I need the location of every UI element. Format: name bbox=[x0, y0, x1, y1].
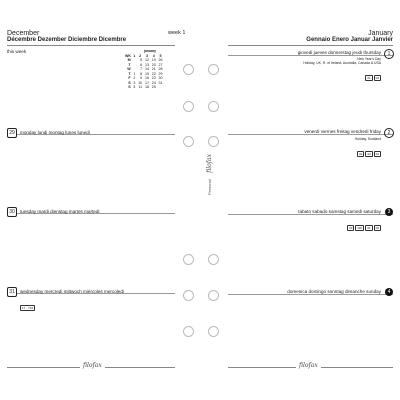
ring-hole bbox=[183, 136, 194, 147]
left-month-languages: Décembre Dezember Diciembre Dicembre bbox=[7, 37, 127, 43]
day-label-thursday: giovedi jueves donnerstag jeudi thursday bbox=[297, 50, 381, 55]
ring-hole bbox=[208, 101, 219, 112]
day-number-2: 2 bbox=[384, 128, 394, 138]
right-month-languages: Gennaio Enero Januar Janvier bbox=[306, 37, 393, 43]
day-number-4: 4 bbox=[385, 288, 393, 296]
mini-calendar-day: 28 bbox=[158, 67, 163, 71]
day-label-monday: monday lundi montag lunes lunedi bbox=[20, 130, 90, 135]
this-week-label: this week bbox=[7, 49, 27, 54]
mini-calendar-day: 16 bbox=[144, 76, 149, 80]
mini-calendar-day: 7 bbox=[140, 67, 143, 71]
mini-calendar-header-cell: 3 bbox=[145, 54, 148, 58]
mini-calendar-day: 5 bbox=[140, 58, 143, 62]
mini-calendar-day: 6 bbox=[140, 62, 143, 67]
mini-calendar-day: 31 bbox=[158, 80, 163, 85]
mini-calendar-day: 19 bbox=[151, 58, 156, 62]
mini-calendar-table bbox=[124, 54, 164, 90]
ring-hole bbox=[183, 326, 194, 337]
mini-calendar-day: 9 bbox=[140, 76, 143, 80]
day-number-29: 29 bbox=[7, 128, 17, 138]
mini-calendar-day: 29 bbox=[158, 71, 163, 76]
ring-hole bbox=[183, 290, 194, 301]
mini-calendar-title: january bbox=[144, 49, 157, 53]
mini-calendar-day bbox=[157, 85, 164, 90]
day-number-1: 1 bbox=[384, 49, 394, 59]
mini-calendar-day: 18 bbox=[144, 85, 149, 89]
day-number-3: 3 bbox=[385, 208, 393, 216]
mini-calendar-day: 14 bbox=[144, 67, 149, 71]
mini-calendar-day: 2 bbox=[133, 76, 136, 80]
mini-calendar-day: 10 bbox=[138, 80, 143, 85]
holiday-note: Holiday, Scotland bbox=[354, 137, 381, 141]
mini-calendar-header-cell: 4 bbox=[152, 54, 155, 58]
mini-calendar-weekday: M bbox=[127, 58, 131, 62]
day-label-saturday: tabato sabado samstag samedi saturday bbox=[298, 209, 381, 214]
mini-calendar-header-cell: 1 bbox=[133, 54, 136, 58]
day-number-31: 31 bbox=[7, 287, 17, 297]
mini-calendar-day: 1 bbox=[133, 71, 136, 76]
mini-calendar-weekday: S bbox=[128, 80, 131, 85]
day-rule-3 bbox=[228, 214, 393, 215]
holiday-note: New Year's Day bbox=[357, 57, 381, 61]
mini-calendar-weekday: S bbox=[128, 85, 131, 89]
left-month-title: December bbox=[7, 30, 40, 37]
day-rule-1 bbox=[228, 55, 393, 56]
mini-calendar-day: 21 bbox=[151, 67, 156, 71]
left-header-rule bbox=[7, 45, 175, 46]
day-badges-2: 02 03 02 bbox=[358, 152, 379, 156]
mini-calendar-day: 20 bbox=[151, 62, 156, 67]
mini-calendar-day: 4 bbox=[133, 85, 136, 89]
mini-calendar-day: 3 bbox=[133, 80, 136, 85]
mini-calendar-weekday: T bbox=[128, 62, 131, 67]
ring-hole bbox=[208, 64, 219, 75]
mini-calendar-day: 15 bbox=[144, 71, 149, 76]
mini-calendar-day: 26 bbox=[158, 58, 163, 62]
holiday-note: Holiday, UK, R. of Ireland, Australia, Canada & USA bbox=[303, 61, 381, 65]
day-badge-31: 17 · 716 bbox=[22, 306, 34, 310]
mini-calendar-day: 17 bbox=[144, 80, 149, 85]
right-month-title: January bbox=[368, 30, 393, 37]
spine-brand: filofax bbox=[206, 154, 213, 173]
ring-hole bbox=[208, 326, 219, 337]
mini-calendar-header-cell: WK bbox=[125, 54, 131, 58]
ring-hole bbox=[208, 290, 219, 301]
right-header-rule bbox=[228, 45, 393, 46]
day-label-tuesday: tuesday mardi dienstag martes martedi bbox=[20, 209, 100, 214]
right-footer-brand: filofax bbox=[296, 362, 321, 369]
mini-calendar-weekday: W bbox=[127, 67, 131, 71]
mini-calendar-day: 24 bbox=[151, 80, 156, 85]
day-rule-4 bbox=[228, 294, 393, 295]
mini-calendar-day: 13 bbox=[144, 62, 149, 67]
mini-calendar-day: 8 bbox=[140, 71, 143, 76]
day-number-30: 30 bbox=[7, 207, 17, 217]
mini-calendar-row bbox=[124, 85, 164, 90]
mini-calendar-weekday: F bbox=[128, 76, 131, 80]
mini-calendar-day: 22 bbox=[151, 71, 156, 76]
day-label-friday: venerdi viernes freitag vendredi friday bbox=[304, 129, 381, 134]
mini-calendar-header-cell: 5 bbox=[159, 54, 162, 58]
mini-calendar-day: 23 bbox=[151, 76, 156, 80]
ring-hole bbox=[208, 254, 219, 265]
mini-calendar-day: 27 bbox=[158, 62, 163, 67]
day-badges-3: 03 WK 01 00 bbox=[349, 226, 379, 230]
mini-calendar-day: 12 bbox=[144, 58, 149, 62]
mini-calendar-day: 11 bbox=[138, 85, 143, 89]
day-label-sunday: domenica domingo sonntag dimanche sunday bbox=[287, 289, 381, 294]
mini-calendar-day: 30 bbox=[158, 76, 163, 80]
mini-calendar-day: 25 bbox=[151, 85, 156, 89]
ring-hole bbox=[183, 64, 194, 75]
ring-hole bbox=[183, 101, 194, 112]
ring-hole bbox=[183, 254, 194, 265]
day-badges-1: 01 02 bbox=[367, 76, 379, 80]
ring-hole bbox=[208, 136, 219, 147]
day-rule-2 bbox=[228, 134, 393, 135]
mini-calendar-header-cell: 2 bbox=[139, 54, 142, 58]
mini-calendar-weekday: T bbox=[128, 71, 131, 76]
spine-label: Personal filofax bbox=[206, 154, 213, 195]
left-footer-brand: filofax bbox=[80, 362, 105, 369]
day-label-wednesday: wednesday mercredi mittwoch miércoles mercoledi bbox=[20, 289, 124, 294]
week-number: week 1 bbox=[168, 30, 186, 36]
